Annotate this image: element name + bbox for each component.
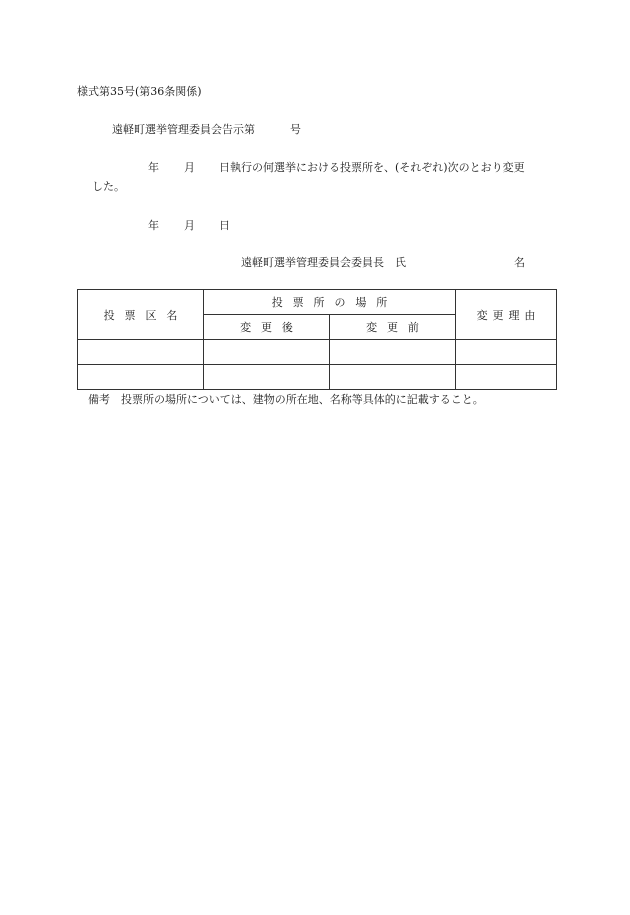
signature-name-suffix: 名	[514, 256, 525, 269]
table-cell	[456, 365, 557, 390]
header-district: 投票区名	[78, 290, 204, 340]
date-day: 日	[219, 219, 230, 232]
date-year: 年	[148, 219, 159, 232]
table-cell	[456, 340, 557, 365]
body-text: 日執行の何選挙における投票所を、(それぞれ)次のとおり変更	[219, 161, 525, 174]
polling-place-table	[77, 289, 557, 390]
year-label: 年	[148, 161, 159, 174]
header-after: 変更後	[204, 315, 330, 340]
body-line-2: した。	[92, 180, 125, 193]
table-cell	[204, 340, 330, 365]
date-month: 月	[184, 219, 195, 232]
signature-title: 遠軽町選挙管理委員会委員長 氏	[241, 256, 406, 269]
header-before: 変更前	[330, 315, 456, 340]
table-cell	[78, 365, 204, 390]
table-cell	[204, 365, 330, 390]
month-label: 月	[184, 161, 195, 174]
header-reason: 変更理由	[456, 290, 557, 340]
table-cell	[330, 365, 456, 390]
table-cell	[330, 340, 456, 365]
table-row	[78, 340, 557, 365]
notice-number-suffix: 号	[290, 123, 301, 136]
remarks-note: 備考 投票所の場所については、建物の所在地、名称等具体的に記載すること。	[88, 393, 484, 406]
form-number: 様式第35号(第36条関係)	[77, 85, 202, 98]
table-cell	[78, 340, 204, 365]
header-location: 投票所の場所	[204, 290, 456, 315]
table-row	[78, 365, 557, 390]
notice-title: 遠軽町選挙管理委員会告示第	[112, 123, 255, 136]
